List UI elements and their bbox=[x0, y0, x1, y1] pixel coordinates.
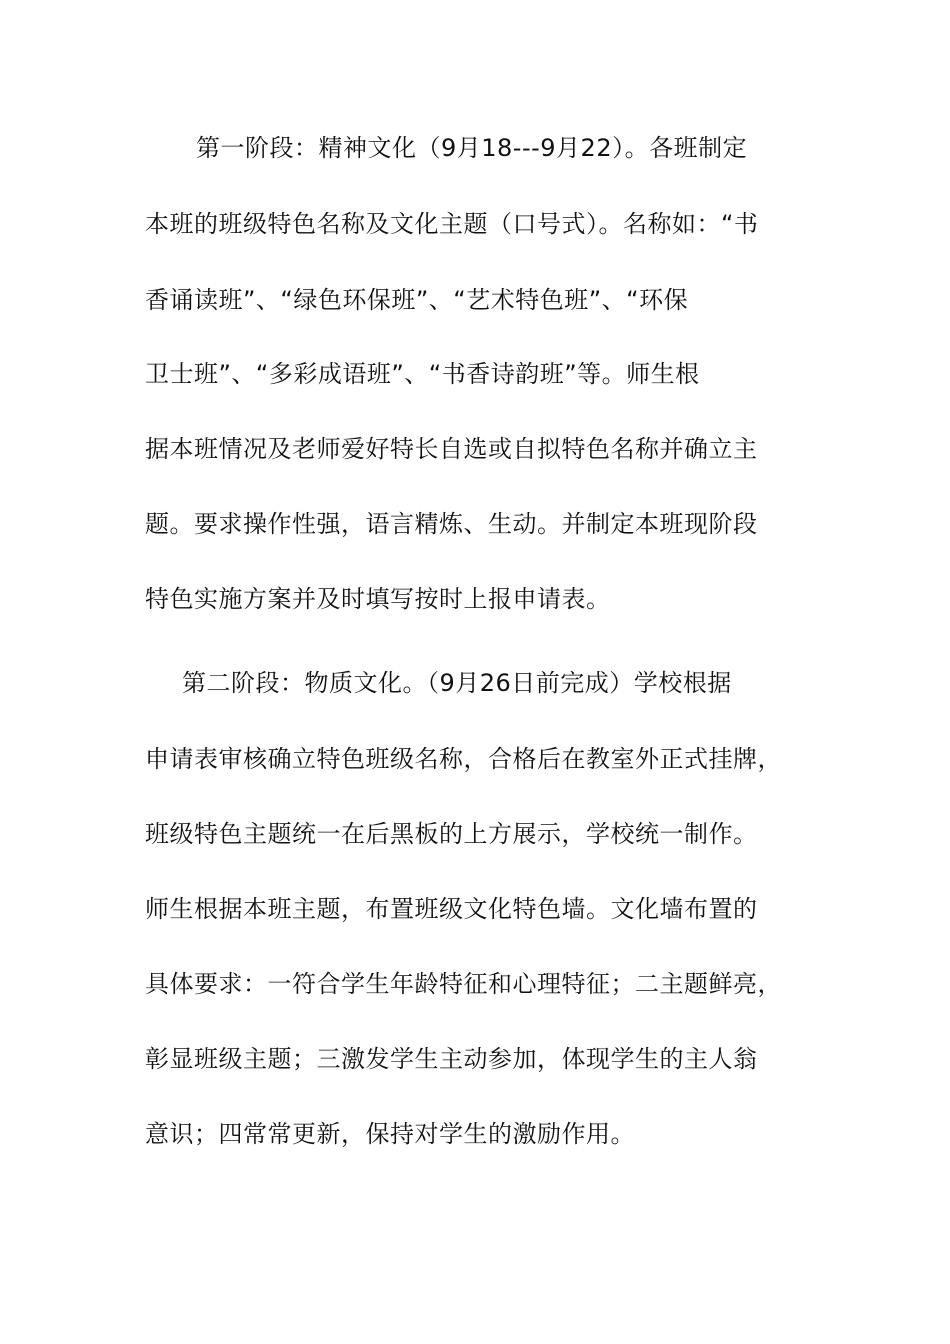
paragraph-line: 特色实施方案并及时填写按时上报申请表。 bbox=[145, 585, 611, 613]
paragraph-line: 据本班情况及老师爱好特长自选或自拟特色名称并确立主 bbox=[145, 435, 758, 463]
paragraph-line: 本班的班级特色名称及文化主题（口号式）。名称如：“书 bbox=[145, 210, 759, 238]
paragraph-line: 第二阶段：物质文化。（9月26日前完成）学校根据 bbox=[182, 669, 732, 697]
paragraph-line: 第一阶段：精神文化（9月18---9月22）。各班制定 bbox=[196, 134, 748, 162]
paragraph-line: 香诵读班”、“绿色环保班”、“艺术特色班”、“环保 bbox=[145, 286, 689, 314]
paragraph-line: 师生根据本班主题，布置班级文化特色墙。文化墙布置的 bbox=[145, 895, 758, 923]
paragraph-line: 题。要求操作性强，语言精炼、生动。并制定本班现阶段 bbox=[145, 510, 758, 538]
paragraph-line: 意识；四常常更新，保持对学生的激励作用。 bbox=[145, 1120, 635, 1148]
paragraph-line: 具体要求：一符合学生年龄特征和心理特征；二主题鲜亮， bbox=[145, 970, 782, 998]
paragraph-line: 班级特色主题统一在后黑板的上方展示，学校统一制作。 bbox=[145, 820, 758, 848]
paragraph-line: 申请表审核确立特色班级名称，合格后在教室外正式挂牌， bbox=[145, 745, 782, 773]
paragraph-line: 卫士班”、“多彩成语班”、“书香诗韵班”等。师生根 bbox=[145, 360, 700, 388]
paragraph-line: 彰显班级主题；三激发学生主动参加，体现学生的主人翁 bbox=[145, 1045, 758, 1073]
